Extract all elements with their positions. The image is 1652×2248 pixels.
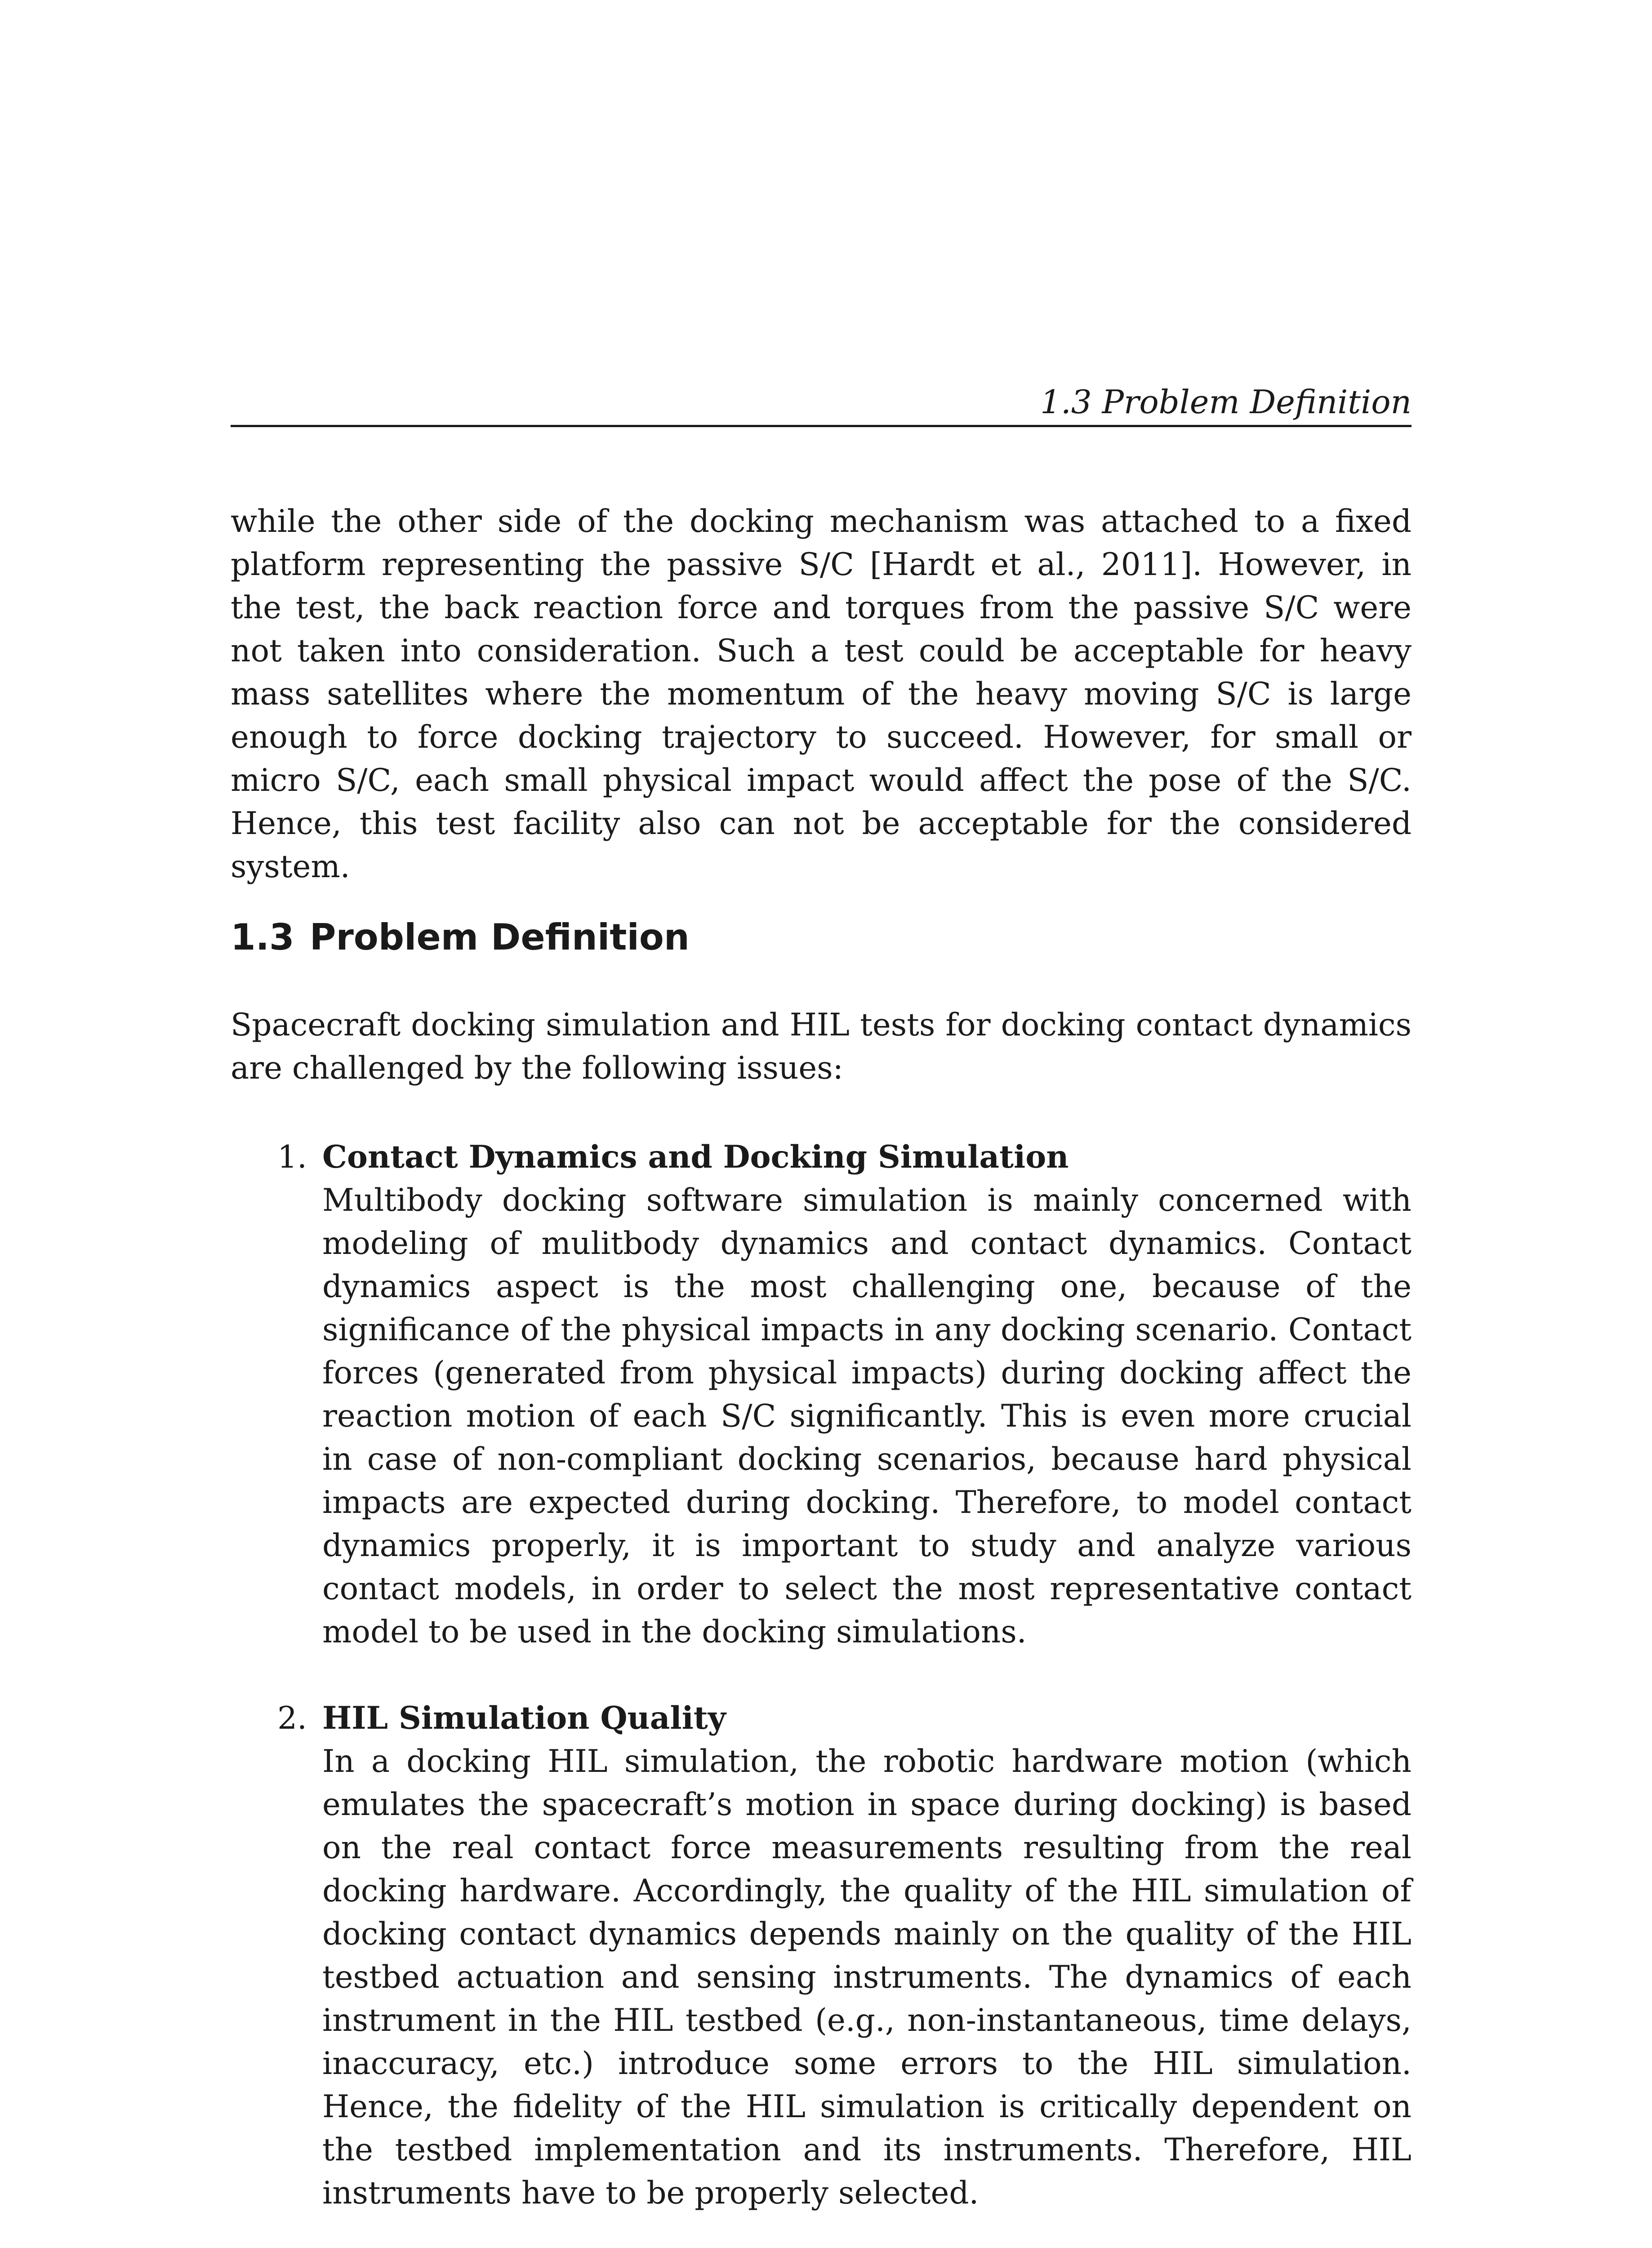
section-title: Problem Definition <box>309 916 690 958</box>
list-item-number: 1. <box>277 1139 307 1175</box>
list-item-body: In a docking HIL simulation, the robotic hardware motion (which emulates the spacecraft’s motion in space during docking) is based on the real contact force measurements resulting from the real docking hardware. Accordingly, the quality of the HIL simulation of docking contact dynamics depends mainly on the quality of the HIL testbed actuation and sensing instruments. The dynamics of each instrument in the HIL testbed (e.g., non-instantaneous, time delays, inaccuracy, etc.) introduce some errors to the HIL simulation. Hence, the fidelity of the HIL simulation is critically dependent on the testbed implementation and its instruments. Therefore, HIL instruments have to be properly selected. <box>322 1744 1412 2211</box>
section-number: 1.3 <box>231 916 294 958</box>
running-header-title: 1.3 Problem Definition <box>1040 383 1412 421</box>
list-item-title: HIL Simulation Quality <box>322 1700 726 1736</box>
list-item-body: Multibody docking software simulation is mainly concerned with modeling of mulitbody dynamics and contact dynamics. Contact dynamics aspect is the most challenging one, because of the significance of the physical impacts in any docking scenario. Contact forces (generated from physical impacts) during docking affect the reaction motion of each S/C significantly. This is even more crucial in case of non-compliant docking scenarios, because hard physical impacts are expected during docking. Therefore, to model contact dynamics properly, it is important to study and analyze various contact models, in order to select the most representative contact model to be used in the docking simulations. <box>322 1182 1412 1650</box>
list-item-number: 2. <box>277 1700 307 1736</box>
section-intro-paragraph: Spacecraft docking simulation and HIL tests for docking contact dynamics are challenged by the following issues: <box>231 1007 1412 1086</box>
list-item-title: Contact Dynamics and Docking Simulation <box>322 1139 1069 1175</box>
intro-paragraph: while the other side of the docking mechanism was attached to a fixed platform representing the passive S/C [Hardt et al., 2011]. However, in the test, the back reaction force and torques from the passive S/C were not taken into consideration. Such a test could be acceptable for heavy mass satellites where the momentum of the heavy moving S/C is large enough to force docking trajectory to succeed. However, for small or micro S/C, each small physical impact would affect the pose of the S/C. Hence, this test facility also can not be acceptable for the considered system. <box>231 504 1412 885</box>
